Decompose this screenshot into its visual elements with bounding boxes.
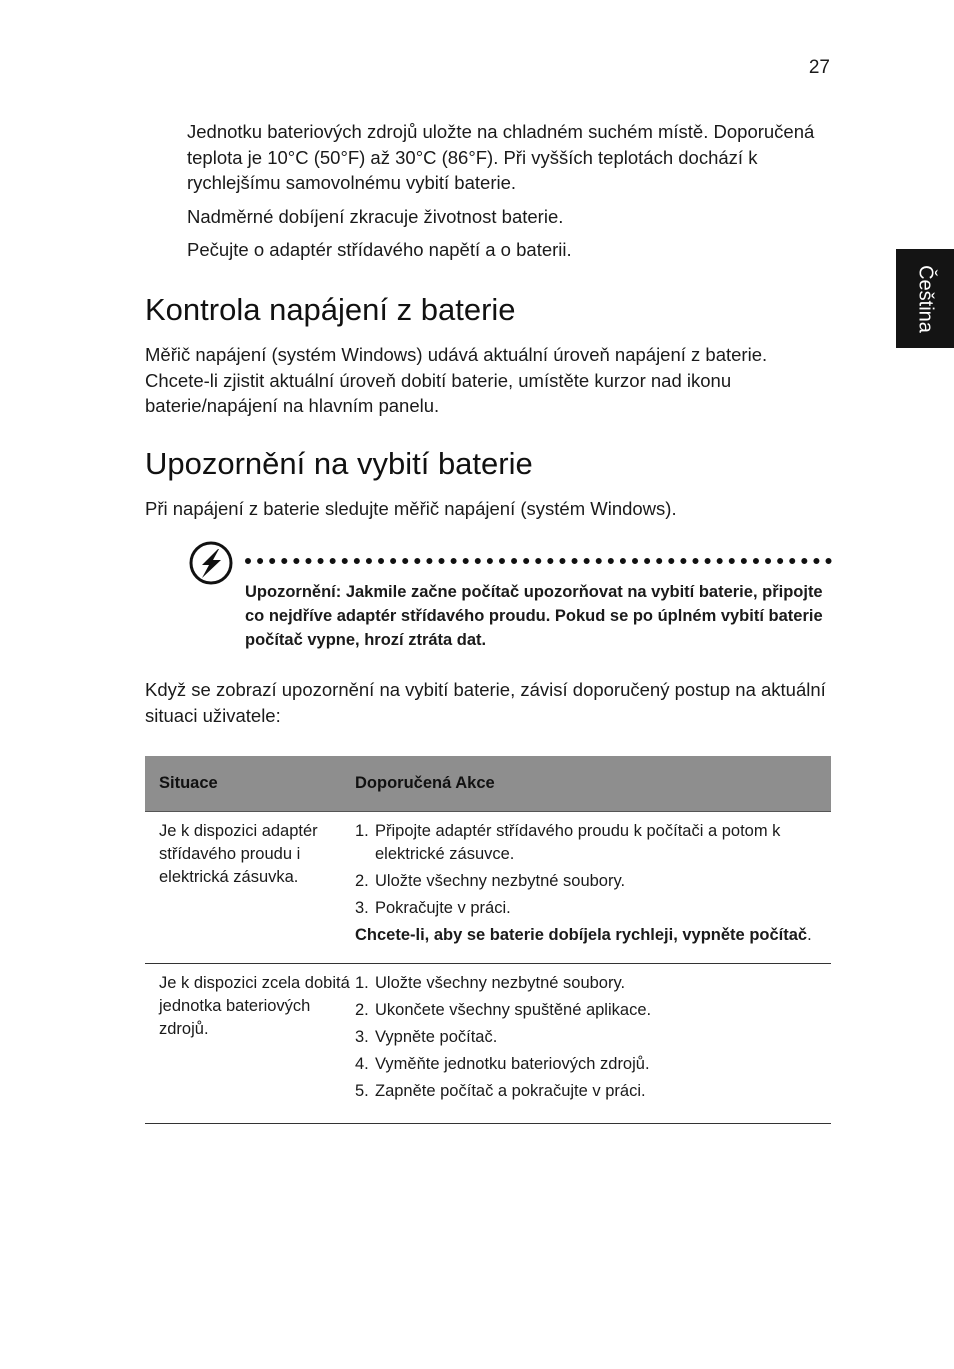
language-tab-label: Čeština: [914, 264, 937, 333]
section-heading-battery-check: Kontrola napájení z baterie: [145, 292, 516, 327]
intro-paragraph: Jednotku bateriových zdrojů uložte na chladném suchém místě. Doporučená teplota je 10°C (50°F) až 30°C (86°F). Při vyšších teplotách dochází k rychlejšímu samovolnému vybití baterie.: [187, 121, 815, 193]
list-item: 3. Vypněte počítač.: [355, 1027, 498, 1046]
language-tab: [896, 249, 954, 348]
table-header-action: Doporučená Akce: [350, 756, 831, 811]
after-warning-text: Když se zobrazí upozornění na vybití baterie, závisí doporučený postup na aktuální situaci uživatele:: [145, 679, 826, 726]
list-item: 5. Zapněte počítač a pokračujte v práci.: [355, 1081, 646, 1100]
action-cell: [350, 811, 831, 963]
page-number: 27: [808, 57, 830, 78]
list-item: 3. Pokračujte v práci.: [355, 898, 511, 917]
list-item: 4. Vyměňte jednotku bateriových zdrojů.: [355, 1054, 650, 1073]
list-item: 1. Připojte adaptér střídavého proudu k počítači a potom k elektrické zásuvce.: [355, 821, 781, 863]
table-row: [145, 811, 831, 963]
list-item: 2. Ukončete všechny spuštěné aplikace.: [355, 1000, 652, 1019]
list-item: 1. Uložte všechny nezbytné soubory.: [355, 973, 626, 992]
action-note: Chcete-li, aby se baterie dobíjela rychleji, vypněte počítač.: [355, 925, 812, 944]
situation-cell: Je k dispozici adaptér střídavého proudu i elektrická zásuvka.: [145, 811, 350, 963]
table-header-situation: Situace: [145, 756, 350, 811]
table-header-row: [145, 756, 831, 811]
intro-paragraph: Pečujte o adaptér střídavého napětí a o baterii.: [187, 239, 572, 260]
intro-paragraph: Nadměrné dobíjení zkracuje životnost baterie.: [187, 205, 564, 227]
list-item: 2. Uložte všechny nezbytné soubory.: [355, 871, 626, 890]
steps-list: [355, 972, 817, 1103]
steps-list: [355, 820, 817, 920]
action-cell: [350, 963, 831, 1123]
section-text-battery-check: Měřič napájení (systém Windows) udává aktuální úroveň napájení z baterie. Chcete-li zjistit aktuální úroveň dobití baterie, umístěte kurzor nad ikonu baterie/napájení na hlavním panelu.: [145, 344, 768, 416]
warning-divider: [245, 558, 832, 564]
table-row: [145, 963, 831, 1123]
actions-table: [145, 756, 831, 1124]
situation-cell: Je k dispozici zcela dobitá jednotka bateriových zdrojů.: [145, 963, 350, 1123]
section-text-low-battery: Při napájení z baterie sledujte měřič napájení (systém Windows).: [145, 498, 677, 519]
intro-text: [187, 119, 827, 271]
warning-text: Upozornění: Jakmile začne počítač upozorňovat na vybití baterie, připojte co nejdříve adaptér střídavého proudu. Pokud se po úplném vybití baterie počítač vypne, hrozí ztráta dat.: [245, 583, 823, 649]
section-heading-low-battery: Upozornění na vybití baterie: [145, 446, 533, 481]
warning-lightning-icon: [188, 540, 234, 586]
